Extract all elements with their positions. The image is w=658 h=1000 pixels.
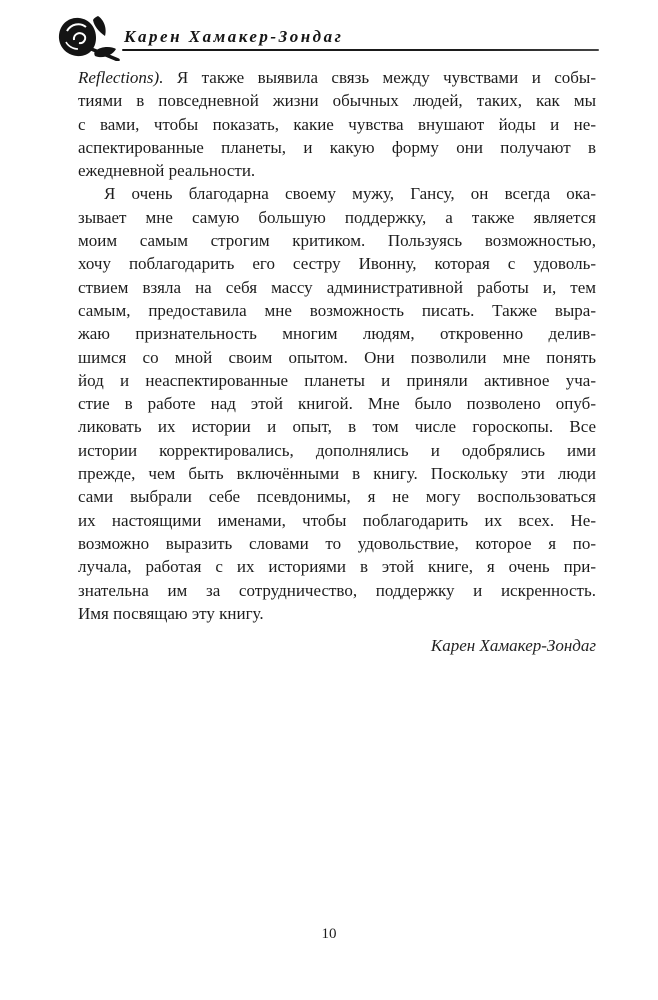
text-line: ликовать их истории и опыт, в том числе гороскопы. Все <box>78 417 596 437</box>
text-line: сами выбрали себе псевдонимы, я не могу воспользоваться <box>78 487 596 507</box>
text-line: аспектированные планеты, и какую форму они получают в <box>78 137 596 157</box>
text-line <box>78 66 596 89</box>
italic-lead: Reflections). <box>78 68 164 87</box>
text-line: зывает мне самую большую поддержку, а также является <box>78 207 596 227</box>
text-line: Я очень благодарна своему мужу, Гансу, он всегда ока- <box>104 184 596 204</box>
text-line: с вами, чтобы показать, какие чувства внушают йоды и не- <box>78 114 596 134</box>
body-text <box>78 66 596 625</box>
text-line: тиями в повседневной жизни обычных людей, таких, как мы <box>78 91 596 111</box>
text-line: ежедневной реальности. <box>78 161 256 181</box>
text-line: прежде, чем быть включёнными в книгу. Поскольку эти люди <box>78 464 596 484</box>
text-line: моим самым строгим критиком. Пользуясь возможностью, <box>78 231 596 251</box>
page-number: 10 <box>321 926 337 942</box>
text-line: Имя посвящаю эту книгу. <box>78 603 264 623</box>
text-line: истории корректировались, дополнялись и одобрялись ими <box>78 440 596 460</box>
text-line: стие в работе над этой книгой. Мне было позволено опуб- <box>78 394 596 414</box>
text-line: самым, предоставила мне возможность писать. Также выра- <box>78 300 596 320</box>
text-line: знательна им за сотрудничество, поддержку и искренность. <box>78 580 596 600</box>
text-segment: Я также выявила связь между чувствами и собы- <box>176 68 597 87</box>
text-line: лучала, работая с их историями в этой книге, я очень при- <box>78 557 596 577</box>
text-line: шимся со мной своим опытом. Они позволили мне понять <box>78 347 596 367</box>
header-rule <box>122 49 599 51</box>
text-line: жаю признательность многим людям, откровенно делив- <box>78 324 596 344</box>
text-line: ствием взяла на себя массу административной работы и, тем <box>78 277 596 297</box>
text-line: возможно выразить словами то удовольствие, которое я по- <box>78 533 596 553</box>
paragraph-2 <box>78 182 596 625</box>
text-line: йод и неаспектированные планеты и приняли активное уча- <box>78 370 596 390</box>
running-head-author: Карен Хамакер-Зондаг <box>124 27 344 46</box>
paragraph-1 <box>78 66 596 182</box>
rose-icon <box>55 15 121 61</box>
author-signature: Карен Хамакер-Зондаг <box>430 636 596 655</box>
text-line: их настоящими именами, чтобы поблагодарить их всех. Не- <box>78 510 596 530</box>
text-line: хочу поблагодарить его сестру Ивонну, которая с удоволь- <box>78 254 596 274</box>
